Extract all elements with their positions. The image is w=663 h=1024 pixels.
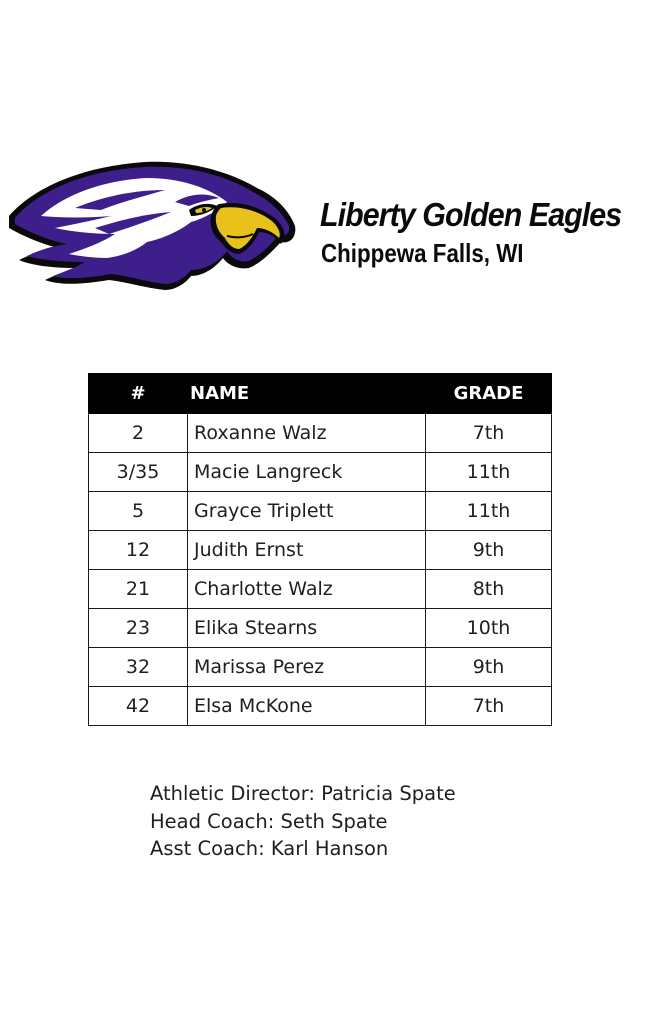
athletic-director: Athletic Director: Patricia Spate bbox=[150, 782, 456, 805]
table-row bbox=[89, 570, 552, 609]
staff-list bbox=[150, 780, 456, 863]
player-grade: 7th bbox=[426, 687, 552, 726]
player-name: Macie Langreck bbox=[188, 453, 426, 492]
header-number: # bbox=[89, 374, 188, 414]
table-row bbox=[89, 414, 552, 453]
head-coach: Head Coach: Seth Spate bbox=[150, 809, 388, 833]
asst-coach: Asst Coach: Karl Hanson bbox=[150, 837, 389, 860]
player-number: 2 bbox=[89, 414, 188, 453]
player-name: Roxanne Walz bbox=[188, 414, 426, 453]
player-number: 23 bbox=[89, 609, 188, 648]
player-name: Elika Stearns bbox=[188, 609, 426, 648]
table-row bbox=[89, 492, 552, 531]
table-row bbox=[89, 648, 552, 687]
eagle-head-icon bbox=[5, 158, 297, 292]
player-name: Charlotte Walz bbox=[188, 570, 426, 609]
header-grade: GRADE bbox=[426, 374, 552, 414]
table-row bbox=[89, 687, 552, 726]
player-grade: 8th bbox=[426, 570, 552, 609]
player-name: Grayce Triplett bbox=[188, 492, 426, 531]
player-number: 42 bbox=[89, 687, 188, 726]
table-row bbox=[89, 531, 552, 570]
table-row bbox=[89, 609, 552, 648]
player-number: 3/35 bbox=[89, 453, 188, 492]
player-grade: 10th bbox=[426, 609, 552, 648]
player-number: 21 bbox=[89, 570, 188, 609]
player-name: Elsa McKone bbox=[188, 687, 426, 726]
table-row bbox=[89, 453, 552, 492]
player-grade: 11th bbox=[426, 453, 552, 492]
player-grade: 11th bbox=[426, 492, 552, 531]
player-number: 12 bbox=[89, 531, 188, 570]
header-name: NAME bbox=[188, 374, 426, 414]
team-name: Liberty Golden Eagles bbox=[320, 196, 622, 233]
table-header-row bbox=[89, 374, 552, 414]
player-name: Judith Ernst bbox=[188, 531, 426, 570]
player-grade: 7th bbox=[426, 414, 552, 453]
team-location: Chippewa Falls, WI bbox=[321, 238, 524, 268]
roster-table bbox=[88, 373, 552, 726]
player-name: Marissa Perez bbox=[188, 648, 426, 687]
player-grade: 9th bbox=[426, 648, 552, 687]
player-number: 32 bbox=[89, 648, 188, 687]
player-grade: 9th bbox=[426, 531, 552, 570]
player-number: 5 bbox=[89, 492, 188, 531]
